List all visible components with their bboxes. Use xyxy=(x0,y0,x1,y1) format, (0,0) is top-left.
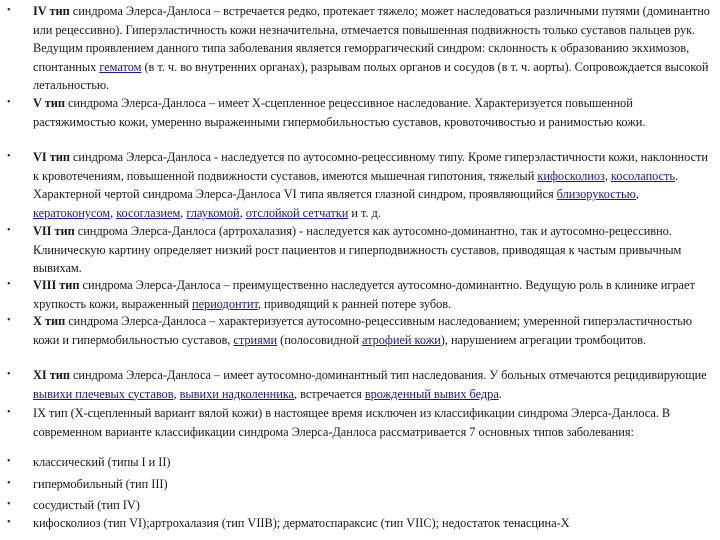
text-run: , xyxy=(180,205,187,220)
list-item-text xyxy=(33,404,713,441)
bullet-icon: • xyxy=(7,478,11,489)
text-run: синдрома Элерса-Данлоса – встречается редко, протекает тяжело; может наследоваться различными путями (доминантно или рецессивно). Гиперэластичность кожи незначительна, отмечается повышенная подвижность только суставов пальцев рук. Ведущим проявлением данного типа заболевания является геморрагический синдром: склонность к образованию экхимозов, спонтанных xyxy=(33,4,710,74)
bullet-icon: • xyxy=(7,279,11,290)
term-link[interactable]: близорукостью xyxy=(556,187,636,202)
text-run: синдрома Элерса-Данлоса (артрохалазия) - наследуется как аутосомно-доминантно, так и аутосомно-рецессивно. Клиническую картину определяет низкий рост пациентов и гиперподвижность суставов, приводящая к частым привычным вывихам. xyxy=(33,224,682,276)
text-run: (в т. ч. во внутренних органах), разрывам полых органов и сосудов (в т. ч. аорты). Сопровождается высокой летальностью. xyxy=(33,59,709,93)
text-run: синдрома Элерса-Данлоса - наследуется по аутосомно-рецессивному типу. Кроме гиперэластичности кожи, наклонности к кровотечениям, повышенной подвижности суставов, имеются мышечная гипотония, тяжелый xyxy=(33,150,708,183)
type-heading: V тип xyxy=(33,96,65,110)
term-link[interactable]: атрофией кожи xyxy=(361,332,441,347)
list-item-text xyxy=(33,148,713,222)
term-link[interactable]: стриями xyxy=(233,332,278,347)
text-run: . Характерной чертой синдрома Элерса-Данлоса VI типа является глазной синдром, проявляющийся xyxy=(33,168,679,202)
term-link[interactable]: врожденный вывих бедра xyxy=(364,386,499,401)
bullet-icon: • xyxy=(7,407,11,418)
text-run: (полосовидной xyxy=(277,332,362,347)
text-run: гипермобильный (тип III) xyxy=(33,477,168,491)
text-run: , xyxy=(110,205,117,220)
term-link[interactable]: кифосколиоз xyxy=(537,168,605,183)
text-run: и т. д. xyxy=(348,205,381,220)
term-link[interactable]: отслойкой сетчатки xyxy=(245,205,349,220)
type-heading: XI тип xyxy=(33,368,70,382)
bullet-icon: • xyxy=(7,151,11,162)
bullet-icon: • xyxy=(7,517,11,528)
text-run: , xyxy=(635,187,639,202)
bullet-icon: • xyxy=(7,97,11,108)
list-item-text xyxy=(33,312,713,349)
text-run: . xyxy=(498,386,502,401)
bullet-icon: • xyxy=(7,315,11,326)
text-run: IX тип (Х-сцепленный вариант вялой кожи) в настоящее время исключен из классификации синдрома Элерса-Данлоса. В современном варианте классификации синдрома Элерса-Данлоса рассматривается 7 основных типов заболевания: xyxy=(33,406,671,439)
list-item-text xyxy=(33,453,713,472)
bullet-icon: • xyxy=(7,5,11,16)
list-item-text xyxy=(33,514,713,533)
list-item-text xyxy=(33,94,713,131)
term-link[interactable]: кератоконусом xyxy=(33,205,111,220)
term-link[interactable]: косолапость xyxy=(610,168,676,183)
text-run: синдрома Элерса-Данлоса – характеризуется аутосомно-рецессивным наследованием; умеренной гиперэластичностью кожи и гипермобильностью суставов, xyxy=(33,314,692,347)
type-heading: X тип xyxy=(33,314,66,328)
list-item-text xyxy=(33,475,713,494)
list-item-text xyxy=(33,222,713,278)
type-heading: VII тип xyxy=(33,224,75,238)
list-item-text xyxy=(33,496,713,515)
text-run: синдрома Элерса-Данлоса – имеет аутосомно-доминантный тип наследования. У больных отмечаются рецидивирующие xyxy=(69,368,707,382)
type-heading: VI тип xyxy=(33,150,70,164)
term-link[interactable]: вывихи надколенника xyxy=(179,386,295,401)
text-run: классический (типы I и II) xyxy=(33,455,171,469)
bullet-icon: • xyxy=(7,499,11,510)
list-item-text xyxy=(33,2,713,95)
list-item-text xyxy=(33,366,713,403)
type-heading: IV тип xyxy=(33,4,70,18)
term-link[interactable]: гематом xyxy=(99,59,142,74)
type-heading: VIII тип xyxy=(33,278,80,292)
term-link[interactable]: косоглазием xyxy=(116,205,181,220)
text-run: , встречается xyxy=(294,386,365,401)
text-run: кифосколиоз (тип VI);артрохалазия (тип VIIB); дерматоспараксис (тип VIIC); недостаток тенасцина-Х xyxy=(33,516,570,530)
bullet-icon: • xyxy=(7,369,11,380)
text-run: , xyxy=(604,168,611,183)
term-link[interactable]: глаукомой xyxy=(186,205,240,220)
text-run: сосудистый (тип IV) xyxy=(33,498,140,512)
text-run: ), нарушением агрегации тромбоцитов. xyxy=(440,332,646,347)
text-run: , приводящий к ранней потере зубов. xyxy=(257,296,452,311)
bullet-icon: • xyxy=(7,456,11,467)
term-link[interactable]: периодонтит xyxy=(192,296,258,311)
bullet-icon: • xyxy=(7,225,11,236)
term-link[interactable]: вывихи плечевых суставов xyxy=(33,386,174,401)
text-run: , xyxy=(173,386,180,401)
list-item-text xyxy=(33,276,713,313)
text-run: , xyxy=(239,205,246,220)
text-run: синдрома Элерса-Данлоса – имеет Х-сцепленное рецессивное наследование. Характеризуется повышенной растяжимостью кожи, умеренно выраженными гипермобильностью суставов, кровоточивостью и ранимостью кожи. xyxy=(33,96,646,129)
text-run: синдрома Элерса-Данлоса – преимущественно наследуется аутосомно-доминантно. Ведущую роль в клинике играет хрупкость кожи, выраженный xyxy=(33,278,695,311)
